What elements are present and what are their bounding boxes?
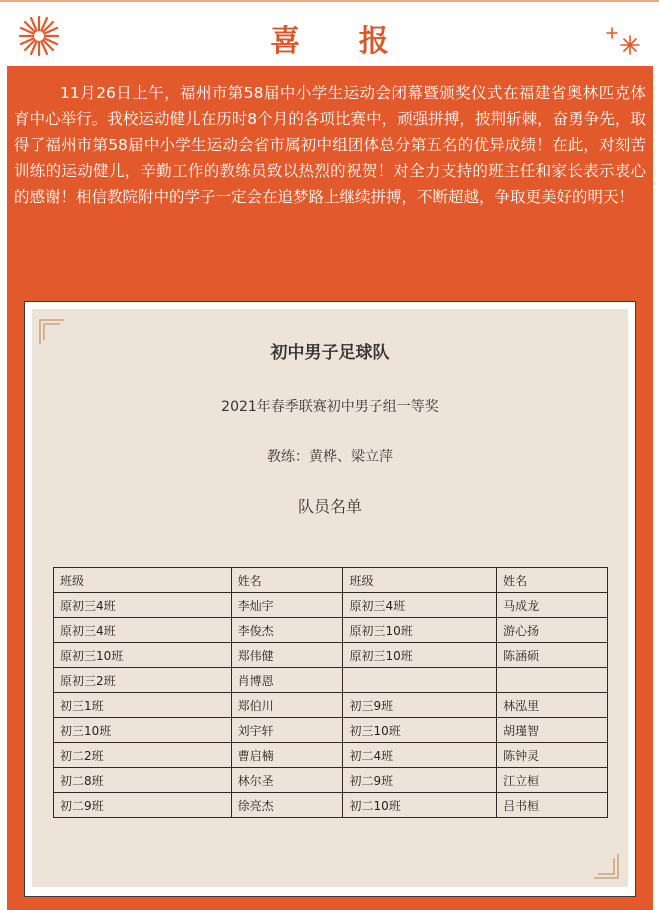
class-cell: 初三9班 (343, 693, 497, 718)
class-cell: 初二10班 (343, 793, 497, 818)
name-cell: 林尔圣 (231, 768, 343, 793)
team-title: 初中男子足球队 (270, 343, 390, 363)
corner-ornament-icon (590, 850, 620, 880)
name-cell: 刘宇轩 (231, 718, 343, 743)
class-cell: 原初三2班 (54, 668, 232, 693)
column-header: 姓名 (497, 568, 608, 593)
name-cell: 吕书桓 (497, 793, 608, 818)
table-row (54, 768, 608, 793)
page-title: 喜 报 (270, 24, 413, 59)
class-cell: 初二9班 (54, 793, 232, 818)
name-cell: 曹启楠 (231, 743, 343, 768)
roster-heading: 队员名单 (297, 497, 362, 516)
name-cell: 游心扬 (497, 618, 608, 643)
roster-table (53, 567, 608, 818)
class-cell: 原初三10班 (343, 643, 497, 668)
award-text: 2021年春季联赛初中男子组一等奖 (221, 399, 439, 415)
name-cell: 肖博恩 (231, 668, 343, 693)
name-cell (497, 668, 608, 693)
table-row (54, 643, 608, 668)
class-cell: 原初三4班 (54, 593, 232, 618)
column-header: 班级 (343, 568, 497, 593)
name-cell: 陈涵硕 (497, 643, 608, 668)
class-cell (343, 668, 497, 693)
class-cell: 原初三4班 (343, 593, 497, 618)
name-cell: 郑伯川 (231, 693, 343, 718)
table-row (54, 668, 608, 693)
table-row (54, 743, 608, 768)
table-header-row (54, 568, 608, 593)
intro-paragraph: 11月26日上午，福州市第58届中小学生运动会闭幕暨颁奖仪式在福建省奥林匹克体育中心举行。我校运动健儿在历时8个月的各项比赛中，顽强拼搏，披荆斩棘，奋勇争先，取得了福州市第58届中小学生运动会省市属初中组团体总分第五名的优异成绩！在此，对刻苦训练的运动健儿，辛勤工作的教练员致以热烈的祝贺！对全力支持的班主任和家长表示衷心的感谢！相信教院附中的学子一定会在追梦路上继续拼搏，不断超越，争取更美好的明天！ (14, 84, 646, 206)
class-cell: 初三10班 (54, 718, 232, 743)
class-cell: 初二9班 (343, 768, 497, 793)
coach-text: 教练：黄桦、梁立萍 (267, 449, 393, 465)
header (0, 0, 659, 66)
column-header: 姓名 (231, 568, 343, 593)
name-cell: 李灿宇 (231, 593, 343, 618)
column-header: 班级 (54, 568, 232, 593)
class-cell: 初二2班 (54, 743, 232, 768)
class-cell: 初二8班 (54, 768, 232, 793)
table-row (54, 593, 608, 618)
sparkle-icon (604, 26, 640, 56)
name-cell: 林泓里 (497, 693, 608, 718)
class-cell: 原初三10班 (54, 643, 232, 668)
name-cell: 马成龙 (497, 593, 608, 618)
class-cell: 初三10班 (343, 718, 497, 743)
class-cell: 原初三4班 (54, 618, 232, 643)
name-cell: 江立桓 (497, 768, 608, 793)
table-row (54, 693, 608, 718)
table-row (54, 718, 608, 743)
class-cell: 原初三10班 (343, 618, 497, 643)
name-cell: 郑伟健 (231, 643, 343, 668)
name-cell: 李俊杰 (231, 618, 343, 643)
name-cell: 徐亮杰 (231, 793, 343, 818)
class-cell: 初三1班 (54, 693, 232, 718)
name-cell: 胡瑾智 (497, 718, 608, 743)
name-cell: 陈钟灵 (497, 743, 608, 768)
class-cell: 初二4班 (343, 743, 497, 768)
table-row (54, 793, 608, 818)
table-row (54, 618, 608, 643)
